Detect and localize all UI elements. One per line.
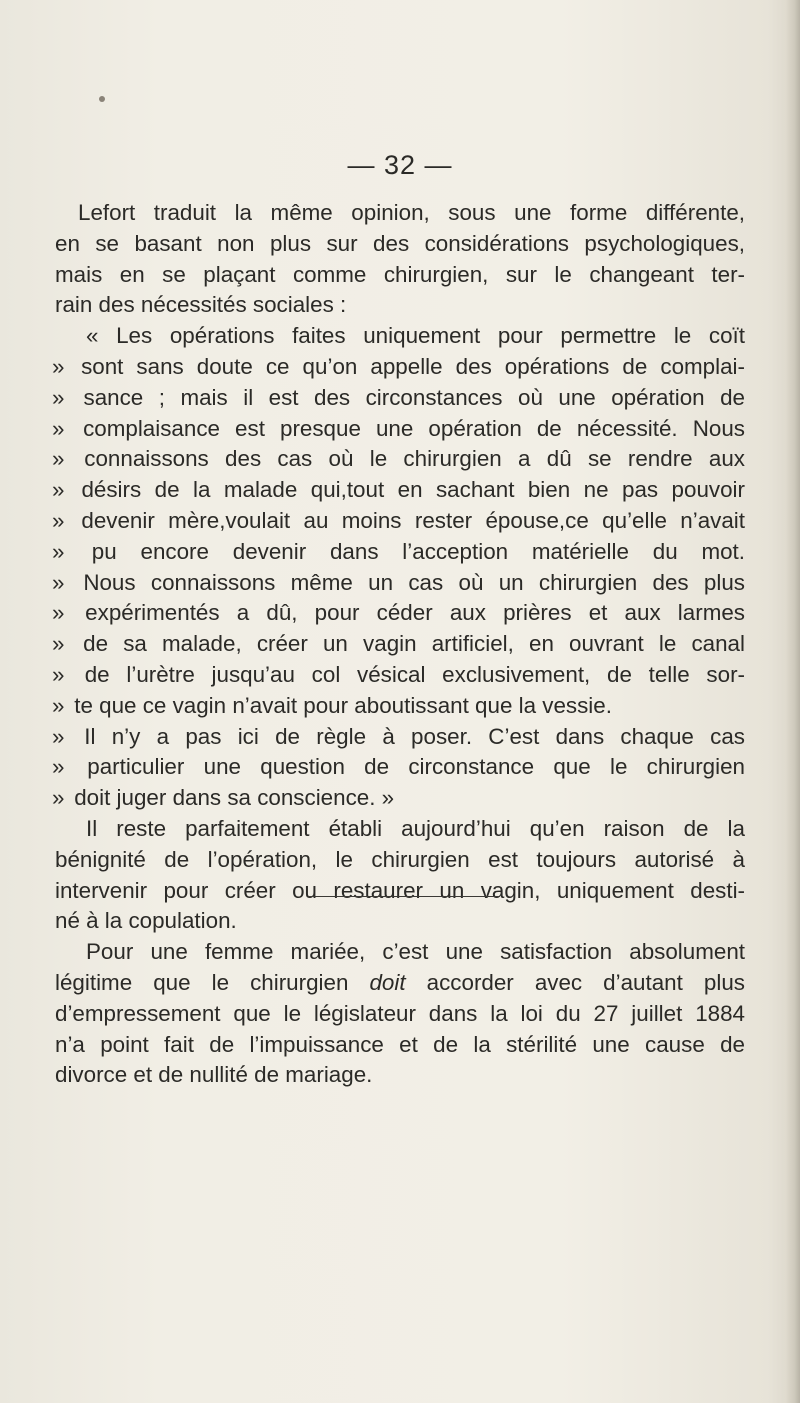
text-line: [55, 999, 745, 1030]
quote-mark: »: [52, 569, 65, 595]
line-text: sance ; mais il est des circonstances où une opération de: [83, 384, 745, 410]
text-line: [52, 444, 745, 475]
line-text: pu encore devenir dans l’acception matérielle du mot.: [91, 538, 745, 564]
text-line: [52, 660, 745, 691]
quote-mark: »: [52, 507, 65, 533]
text-line: [55, 321, 745, 352]
text-line: [55, 968, 745, 999]
quote-mark: »: [52, 446, 65, 472]
text-line: [55, 198, 745, 229]
line-text: rain des nécessités sociales :: [55, 292, 347, 318]
quote-mark: »: [52, 353, 65, 379]
text-line: [55, 937, 745, 968]
quote-mark: »: [52, 631, 65, 657]
line-text: Il reste parfaitement établi aujourd’hui qu’en raison de la: [86, 815, 745, 841]
page-edge-shadow: [786, 0, 800, 1403]
quote-mark: »: [52, 785, 65, 811]
text-line: [55, 290, 745, 321]
quote-mark: »: [52, 477, 65, 503]
line-text: doit juger dans sa conscience. »: [74, 785, 395, 811]
text-line: [55, 814, 745, 845]
line-text: Nous connaissons même un cas où un chirurgien des plus: [83, 569, 745, 595]
quote-mark: »: [52, 538, 65, 564]
line-text: légitime que le chirurgien doit accorder avec d’autant plus: [55, 969, 745, 995]
text-line: [55, 1030, 745, 1061]
text-line: [52, 598, 745, 629]
line-text: d’empressement que le législateur dans la loi du 27 juillet 1884: [55, 1000, 745, 1026]
text-line: [52, 537, 745, 568]
line-text: sont sans doute ce qu’on appelle des opérations de complai-: [81, 353, 745, 379]
line-text: intervenir pour créer ou restaurer un vagin, uniquement desti-: [55, 877, 745, 903]
line-text: né à la copulation.: [55, 908, 237, 934]
line-text: en se basant non plus sur des considérations psychologiques,: [55, 230, 745, 256]
line-text: Il n’y a pas ici de règle à poser. C’est dans chaque cas: [84, 723, 745, 749]
text-line: [55, 229, 745, 260]
line-text: connaissons des cas où le chirurgien a dû se rendre aux: [84, 446, 745, 472]
line-text: de sa malade, créer un vagin artificiel, en ouvrant le canal: [83, 631, 745, 657]
quote-mark: »: [52, 415, 65, 441]
text-line: [52, 475, 745, 506]
line-text: te que ce vagin n’avait pour aboutissant que la vessie.: [74, 692, 612, 718]
body-text: [52, 198, 745, 1091]
section-end-rule: [308, 896, 500, 897]
line-text: Pour une femme mariée, c’est une satisfaction absolument: [86, 939, 745, 965]
quote-mark: »: [52, 692, 65, 718]
text-line: [52, 383, 745, 414]
text-line: [52, 629, 745, 660]
line-text: expérimentés a dû, pour céder aux prières et aux larmes: [85, 600, 745, 626]
line-text: bénignité de l’opération, le chirurgien est toujours autorisé à: [55, 846, 745, 872]
text-line: [52, 506, 745, 537]
line-text: particulier une question de circonstance que le chirurgien: [87, 754, 745, 780]
line-text: « Les opérations faites uniquement pour permettre le coït: [86, 323, 745, 349]
text-line: [52, 352, 745, 383]
text-line: [55, 906, 745, 937]
text-line: [52, 752, 745, 783]
text-line: [55, 845, 745, 876]
quote-mark: »: [52, 600, 65, 626]
line-text: désirs de la malade qui,tout en sachant bien ne pas pouvoir: [81, 477, 745, 503]
text-line: [52, 783, 745, 814]
text-line: [55, 876, 745, 907]
line-text: devenir mère,voulait au moins rester épouse,ce qu’elle n’avait: [81, 507, 745, 533]
quote-mark: »: [52, 754, 65, 780]
text-line: [55, 1060, 745, 1091]
quote-mark: »: [52, 661, 65, 687]
quote-mark: »: [52, 384, 65, 410]
line-text: de l’urètre jusqu’au col vésical exclusivement, de telle sor-: [84, 661, 745, 687]
text-line: [52, 414, 745, 445]
line-text: complaisance est presque une opération de nécessité. Nous: [83, 415, 745, 441]
line-text: mais en se plaçant comme chirurgien, sur le changeant ter-: [55, 261, 745, 287]
text-line: [55, 260, 745, 291]
text-line: [52, 691, 745, 722]
quote-mark: »: [52, 723, 65, 749]
ink-spot: [99, 96, 105, 102]
line-text: Lefort traduit la même opinion, sous une forme différente,: [78, 200, 745, 225]
line-text: n’a point fait de l’impuissance et de la stérilité une cause de: [55, 1031, 745, 1057]
text-line: [52, 568, 745, 599]
page-number: — 32 —: [347, 150, 453, 180]
line-text: divorce et de nullité de mariage.: [55, 1062, 373, 1088]
text-line: [52, 722, 745, 753]
